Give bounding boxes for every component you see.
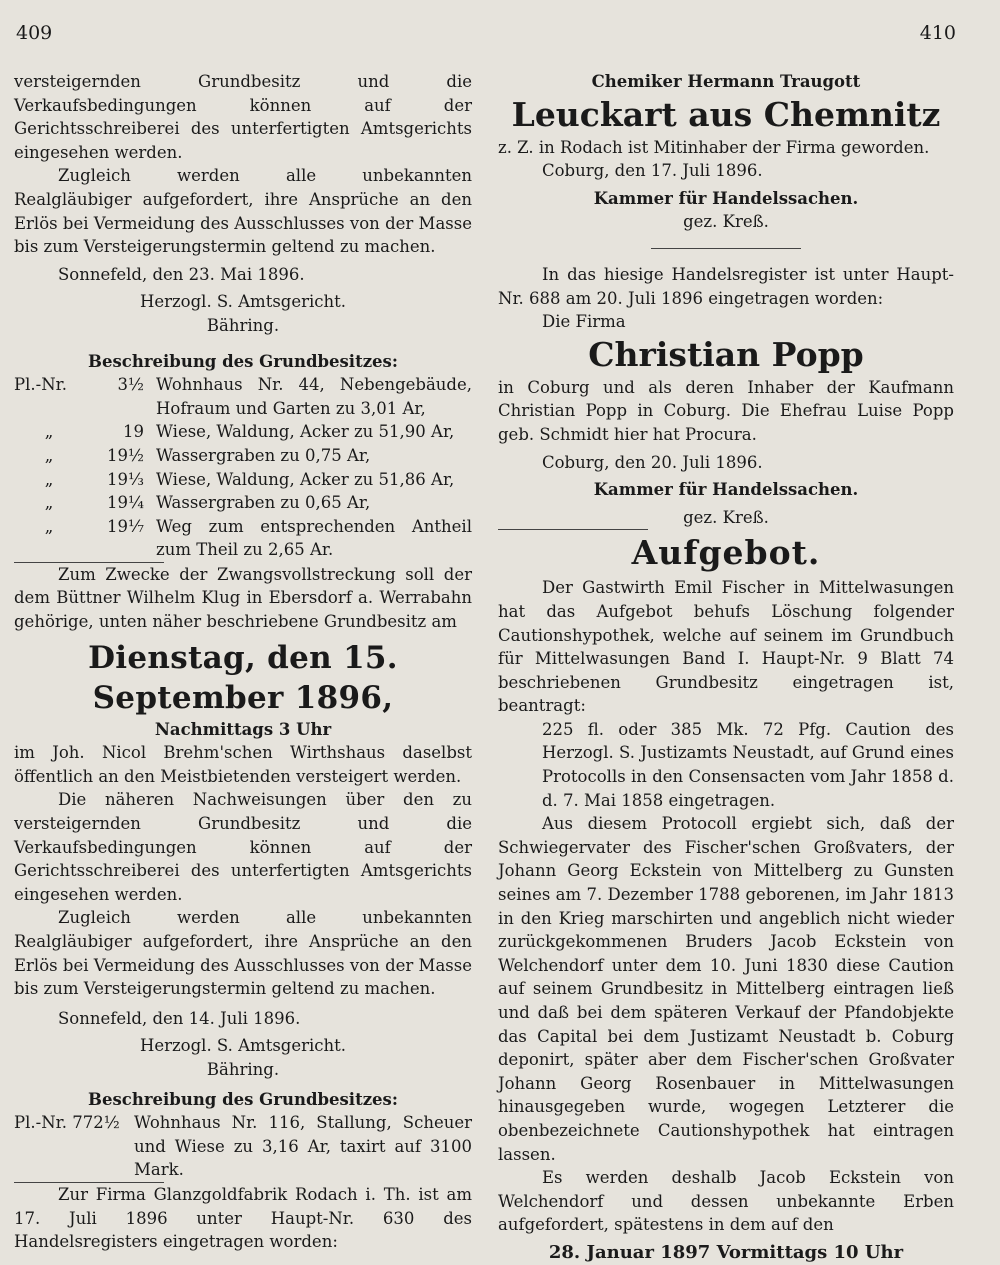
parcel-description: Wassergraben zu 0,65 Ar, [156,493,371,513]
parcel-description: Wohnhaus Nr. 44, Nebengebäude, Hofraum und Garten zu 3,01 Ar, [156,375,472,418]
parcel-prefix: „ [44,469,54,489]
parcel-number: 19½ [107,445,144,465]
description-heading: Beschreibung des Grundbesitzes: [88,1089,398,1109]
firm-owner-name: Leuckart aus Chemnitz [511,94,941,134]
court-name: Kammer für Handelssachen. [593,188,859,208]
parcel-number: Pl.-Nr. 772½ [14,1113,120,1133]
table-row [14,420,472,444]
auction-time: Nachmittags 3 Uhr [154,719,332,739]
date-line: Sonnefeld, den 14. Juli 1896. [58,1008,301,1028]
date-line: Coburg, den 20. Juli 1896. [542,452,763,472]
paragraph: Die näheren Nachweisungen über den zu versteigernden Grundbesitz und die Verkaufsbedingungen können auf der Gerichtsschreiberei des unterfertigten Amtsgerichts eingesehen werden. [14,790,472,904]
paragraph: z. Z. in Rodach ist Mitinhaber der Firma geworden. [498,137,930,157]
parcel-prefix: „ [44,493,54,513]
parcel-prefix: „ [44,422,54,442]
notice-line: Chemiker Hermann Traugott [591,72,861,91]
section-divider [651,248,801,249]
parcel-prefix: „ [44,445,54,465]
parcel-description: Wiese, Waldung, Acker zu 51,86 Ar, [156,469,455,489]
court-name: Herzogl. S. Amtsgericht. [139,292,347,312]
date-line: Sonnefeld, den 23. Mai 1896. [58,264,305,284]
auction-date: Dienstag, den 15. September 1896, [88,639,398,716]
paragraph: Zur Firma Glanzgoldfabrik Rodach i. Th. ist am 17. Juli 1896 unter Haupt-Nr. 630 des Handelsregisters eingetragen worden: [14,1184,472,1252]
parcel-number: 19⅓ [107,469,144,489]
notice-line: Die Firma [542,312,626,332]
parcel-prefix: „ [44,516,54,536]
paragraph: versteigernden Grundbesitz und die Verkaufsbedingungen können auf der Gerichtsschreiberei des unterfertigten Amtsgerichts eingesehen werden. [14,72,472,162]
paragraph: Es werden deshalb Jacob Eckstein von Welchendorf und dessen unbekannte Erben aufgefordert, spätestens in dem auf den [498,1168,954,1235]
parcel-prefix: Pl.-Nr. [14,375,67,395]
parcel-number: 3½ [117,375,144,395]
paragraph: Zugleich werden alle unbekannten Realgläubiger aufgefordert, ihre Ansprüche an den Erlös bei Vermeidung des Ausschlusses von der Masse bis zum Versteigerungstermin geltend zu machen. [14,166,472,257]
parcel-number: 19 [123,422,144,442]
signature: gez. Kreß. [683,507,769,527]
right-column [498,70,954,1265]
parcel-description: Weg zum entsprechenden Antheil zum Theil zu 2,65 Ar. [156,516,472,560]
paragraph: 225 fl. oder 385 Mk. 72 Pfg. Caution des Herzogl. S. Justizamts Neustadt, auf Grund eines Protocolls in den Consensacten vom Jahr 1858 d. d. 7. Mai 1858 eingetragen. [542,719,954,810]
paragraph: in Coburg und als deren Inhaber der Kaufmann Christian Popp in Coburg. Die Ehefrau Luise Popp geb. Schmidt hier hat Procura. [498,377,954,444]
table-row [14,1111,472,1182]
description-heading: Beschreibung des Grundbesitzes: [88,351,398,371]
paragraph: Der Gastwirth Emil Fischer in Mittelwasungen hat das Aufgebot behufs Löschung folgender Cautionshypothek, welche auf seinem im Grundbuch für Mittelwasungen Band I. Haupt-Nr. 9 Blatt 74 beschriebenen Grundbesitz eingetragen ist, beantragt: [498,578,954,716]
page-number-right: 410 [919,22,956,44]
signature: gez. Kreß. [683,212,769,232]
notice-title: Aufgebot. [631,533,821,573]
left-column [14,70,472,1254]
date-line: Coburg, den 17. Juli 1896. [542,161,763,181]
court-name: Kammer für Handelssachen. [593,480,859,500]
paragraph: Zum Zwecke der Zwangsvollstreckung soll der dem Büttner Wilhelm Klug in Ebersdorf a. Werrabahn gehörige, unten näher beschriebene Grundbesitz am [14,564,472,632]
table-row [14,491,472,515]
table-row [14,515,472,562]
paragraph: im Joh. Nicol Brehm'schen Wirthshaus daselbst öffentlich an den Meistbietenden versteigert werden. [14,743,472,786]
table-row [14,444,472,468]
parcel-description: Wassergraben zu 0,75 Ar, [156,445,371,465]
firm-name: Christian Popp [588,334,864,374]
paragraph: Zugleich werden alle unbekannten Realgläubiger aufgefordert, ihre Ansprüche an den Erlös bei Vermeidung des Ausschlusses von der Masse bis zum Versteigerungstermin geltend zu machen. [14,908,472,999]
table-row [14,373,472,420]
parcel-number: 19¼ [107,493,144,513]
court-name: Herzogl. S. Amtsgericht. [139,1036,347,1056]
property-table [14,373,472,562]
paragraph: In das hiesige Handelsregister ist unter Haupt-Nr. 688 am 20. Juli 1896 eingetragen worden: [498,264,954,308]
parcel-number: 19⅐ [107,516,144,536]
table-row [14,468,472,492]
deadline-date: 28. Januar 1897 Vormittags 10 Uhr [548,1241,904,1263]
page-number-left: 409 [16,22,53,44]
parcel-description: Wiese, Waldung, Acker zu 51,90 Ar, [156,422,455,442]
signature: Bähring. [206,315,280,335]
signature: Bähring. [206,1059,280,1079]
property-table [14,1111,472,1182]
parcel-description: Wohnhaus Nr. 116, Stallung, Scheuer und Wiese zu 3,16 Ar, taxirt auf 3100 Mark. [134,1113,472,1180]
paragraph: Aus diesem Protocoll ergiebt sich, daß der Schwiegervater des Fischer'schen Großvaters, der Johann Georg Eckstein von Mittelberg zu Gunsten seines am 7. Dezember 1788 geborenen, im Jahr 1813 in den Krieg marschirten und angeblich nicht wieder zurückgekommenen Bruders Jacob Eckstein von Welchendorf unter dem 10. Juni 1830 diese Caution auf seinem Grundbesitz in Mittelberg eintragen ließ und daß bei dem späteren Verkauf der Pfandobjekte das Capital bei dem Justizamt Neustadt b. Coburg deponirt, später aber dem Fischer'schen Großvater Johann Georg Rosenbauer in Mittelwasungen hinausgegeben wurde, wogegen Letzterer die obenbezeichnete Cautionshypothek hat eintragen lassen. [498,814,954,1164]
